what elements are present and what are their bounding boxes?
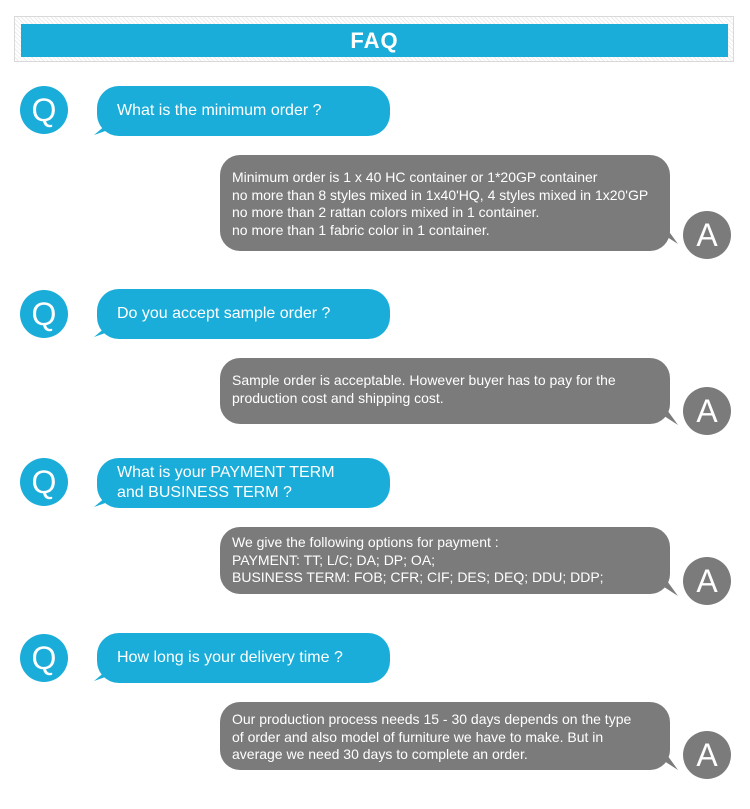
question-text: What is the minimum order ?: [117, 102, 322, 119]
answer-bubble: [220, 155, 670, 251]
question-text: What is your PAYMENT TERM: [117, 464, 335, 481]
question-icon: Q: [20, 290, 68, 338]
answer-text: no more than 8 styles mixed in 1x40'HQ, 4 styles mixed in 1x20'GP: [232, 186, 649, 203]
answer-text: Sample order is acceptable. However buyer has to pay for the: [232, 372, 616, 388]
question-bubble: [97, 86, 390, 136]
question-bubble: [97, 289, 390, 339]
answer-text: average we need 30 days to complete an order.: [232, 746, 528, 762]
question-text: How long is your delivery time ?: [117, 649, 343, 666]
answer-text: Minimum order is 1 x 40 HC container or 1*20GP container: [232, 169, 598, 185]
question-text: and BUSINESS TERM ?: [117, 484, 292, 501]
answer-text: BUSINESS TERM: FOB; CFR; CIF; DES; DEQ; DDU; DDP;: [232, 569, 604, 585]
question-icon: Q: [20, 86, 68, 134]
answer-bubble: [220, 358, 670, 424]
question-bubble: [97, 458, 390, 508]
answer-text: of order and also model of furniture we have to make. But in: [232, 728, 604, 745]
question-icon: Q: [20, 634, 68, 682]
answer-text: We give the following options for payment :: [232, 534, 499, 550]
answer-text: production cost and shipping cost.: [232, 389, 444, 406]
page-title: FAQ: [21, 24, 728, 57]
answer-icon: A: [683, 211, 731, 259]
answer-text: Our production process needs 15 - 30 days depends on the type: [232, 711, 632, 727]
question-text: Do you accept sample order ?: [117, 305, 331, 322]
answer-text: PAYMENT: TT; L/C; DA; DP; OA;: [232, 551, 436, 568]
answer-bubble: [220, 702, 670, 770]
answer-text: no more than 2 rattan colors mixed in 1 container.: [232, 204, 540, 220]
answer-icon: A: [683, 731, 731, 779]
answer-bubble: [220, 527, 670, 594]
answer-text: no more than 1 fabric color in 1 container.: [232, 221, 490, 238]
question-bubble: [97, 633, 390, 683]
answer-icon: A: [683, 557, 731, 605]
question-icon: Q: [20, 458, 68, 506]
answer-icon: A: [683, 387, 731, 435]
